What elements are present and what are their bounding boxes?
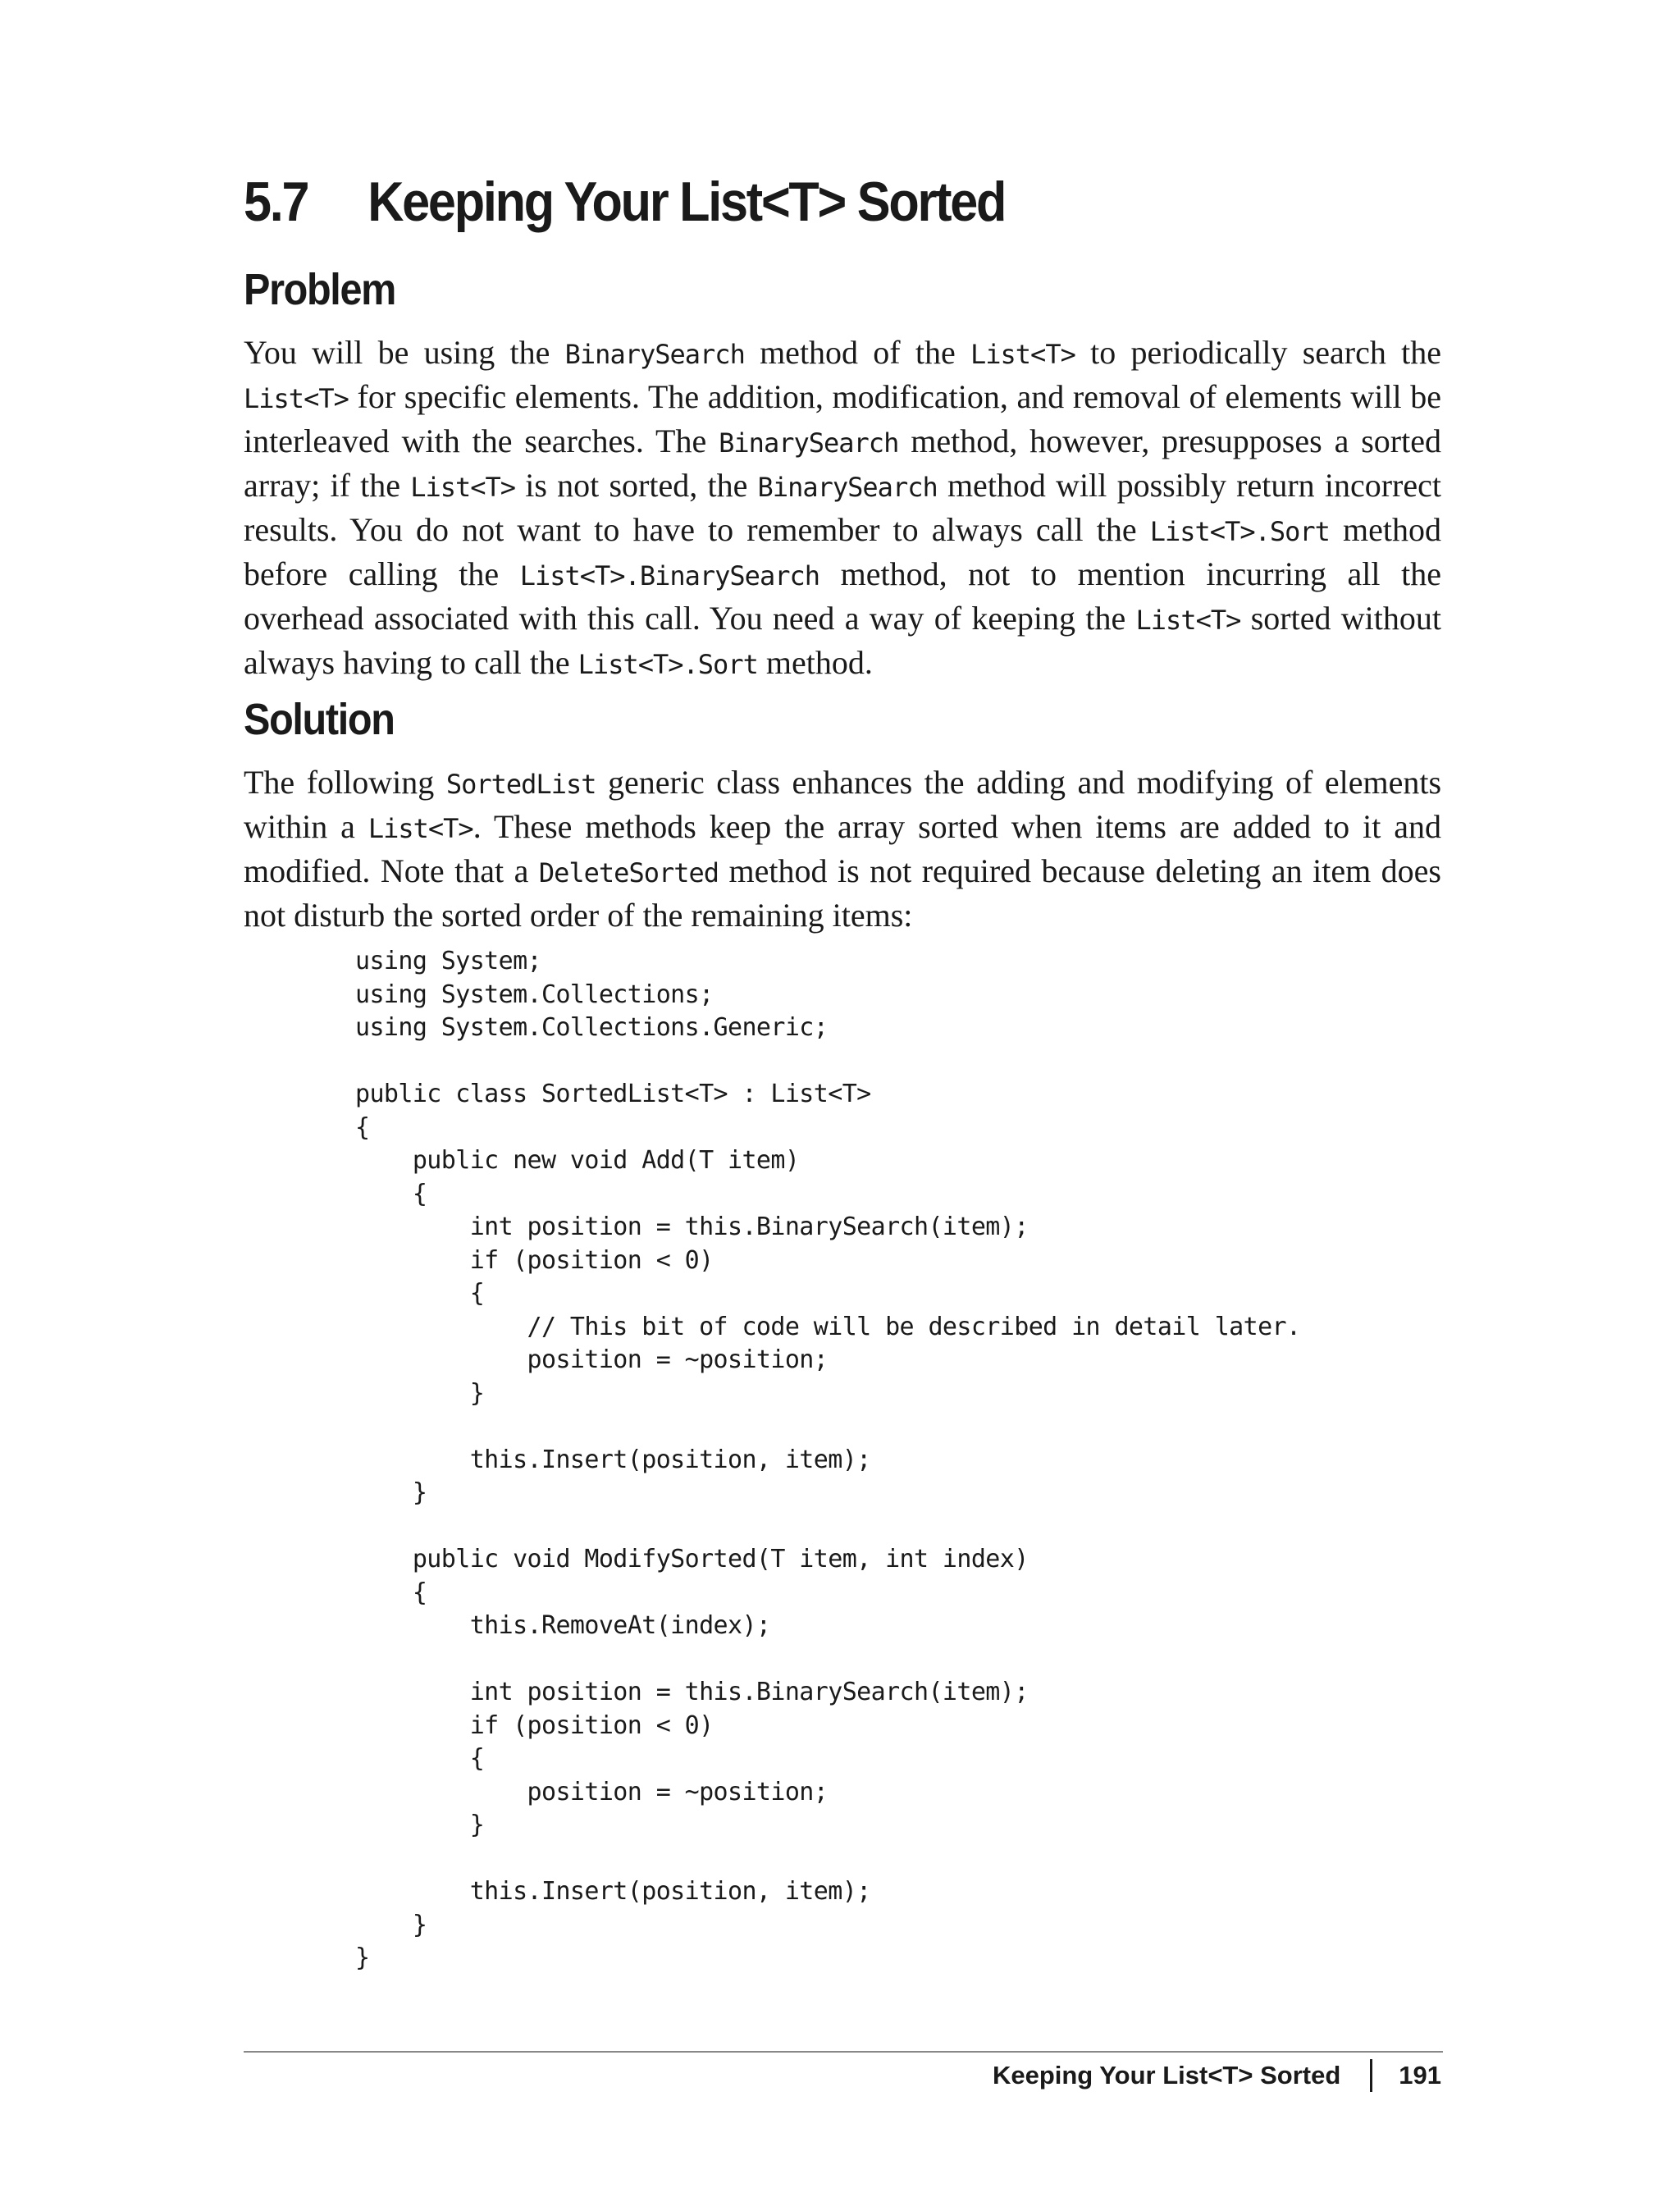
inline-code: List<T> xyxy=(970,339,1075,370)
inline-code: List<T>.Sort xyxy=(1149,516,1330,547)
footer-separator xyxy=(1370,2059,1372,2092)
section-number: 5.7 xyxy=(244,171,308,233)
inline-code: BinarySearch xyxy=(757,472,938,503)
body-text: . These methods keep the array sorted when items are added to it and modified. Note that a xyxy=(244,808,1441,889)
body-text: sorted without always having to call the xyxy=(244,600,1441,681)
running-title: Keeping Your List<T> Sorted xyxy=(992,2061,1341,2090)
body-text: method before calling the xyxy=(244,511,1441,592)
body-text: You will be using the xyxy=(244,334,565,371)
inline-code: List<T>.BinarySearch xyxy=(519,560,819,591)
code-listing: using System; using System.Collections; using System.Collections.Generic; public class SortedList<T> : List<T> { public new void Add(T item) { int position = this.BinarySearch(item); if (position < 0) { // This bit of code will be described in detail later. position = ~position; } this.Insert(position, item); } public void ModifySorted(T item, int index) { this.RemoveAt(index); int position = this.BinarySearch(item); if (position < 0) { position = ~position; } this.Insert(position, item); } } xyxy=(355,947,1301,1972)
inline-code: SortedList xyxy=(445,769,596,800)
body-text: generic class enhances the adding and modifying of elements within a xyxy=(244,764,1442,845)
solution-paragraph xyxy=(244,761,1441,936)
body-text: method will possibly return incorrect results. You do not want to have to remember to always call the xyxy=(244,467,1442,548)
section-title-text: Keeping Your List<T> Sorted xyxy=(368,171,1006,233)
page-number: 191 xyxy=(1399,2061,1441,2090)
body-text: method of the xyxy=(744,334,970,371)
inline-code: DeleteSorted xyxy=(538,857,719,888)
inline-code: List<T> xyxy=(244,383,349,414)
inline-code: List<T>.Sort xyxy=(578,649,758,680)
inline-code: List<T> xyxy=(368,813,473,844)
body-text: The following xyxy=(244,764,446,801)
page-footer xyxy=(993,2055,1441,2096)
inline-code: BinarySearch xyxy=(719,427,899,459)
problem-paragraph xyxy=(244,331,1441,686)
body-text: method is not required because deleting an item does not disturb the sorted order of the remaining items: xyxy=(244,852,1442,934)
body-text: method, not to mention incurring all the overhead associated with this call. You need a way of keeping the xyxy=(244,555,1441,637)
body-text: for specific elements. The addition, modification, and removal of elements will be interleaved with the searches. The xyxy=(244,378,1441,459)
body-text: is not sorted, the xyxy=(515,467,758,504)
problem-heading: Problem xyxy=(244,265,396,314)
inline-code: BinarySearch xyxy=(564,339,745,370)
solution-heading: Solution xyxy=(244,695,395,744)
body-text: to periodically search the xyxy=(1075,334,1441,371)
footer-rule xyxy=(244,2051,1443,2053)
inline-code: List<T> xyxy=(410,472,516,503)
body-text: method. xyxy=(757,644,873,681)
inline-code: List<T> xyxy=(1135,605,1241,636)
body-text: method, however, presupposes a sorted array; if the xyxy=(244,422,1441,504)
section-title xyxy=(244,161,1005,243)
